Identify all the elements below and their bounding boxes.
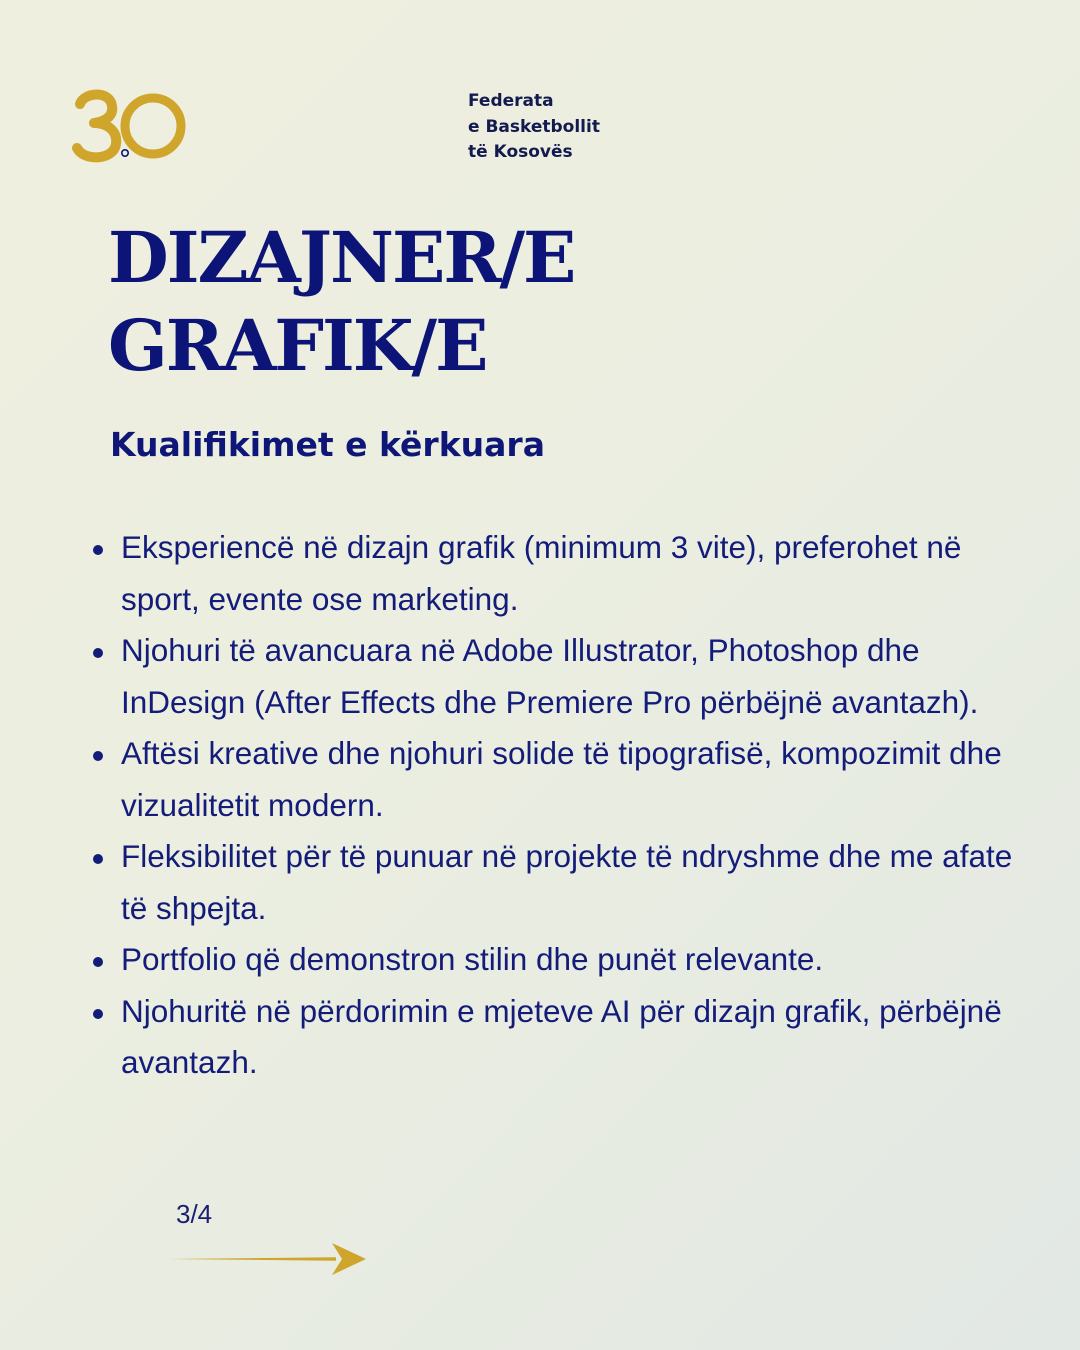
qualification-item: Njohuri të avancuara në Adobe Illustrator, Photoshop dhe InDesign (After Effects dhe Premiere Pro përbëjnë avantazh). xyxy=(90,625,1030,728)
job-title xyxy=(108,214,574,390)
qualification-item: Fleksibilitet për të punuar në projekte të ndryshme dhe me afate të shpejta. xyxy=(90,831,1030,934)
qualification-item: Eksperiencë në dizajn grafik (minimum 3 vite), preferohet në sport, evente ose marketing. xyxy=(90,522,1030,625)
organization-name-line-1: Federata xyxy=(468,91,554,111)
qualification-item: Portfolio që demonstron stilin dhe punët relevante. xyxy=(90,934,1030,986)
section-heading: Kualifikimet e kërkuara xyxy=(110,425,545,464)
arrow-right-icon[interactable] xyxy=(166,1240,368,1278)
qualification-item: Njohuritë në përdorimin e mjeteve AI për dizajn grafik, përbëjnë avantazh. xyxy=(90,986,1030,1089)
federation-30-logo xyxy=(72,88,190,164)
organization-name-line-3: të Kosovës xyxy=(468,142,573,162)
page-indicator: 3/4 xyxy=(176,1199,213,1229)
job-title-line-2: GRAFIK/E xyxy=(108,304,487,387)
qualifications-list xyxy=(90,522,1030,1089)
organization-name-line-2: e Basketbollit xyxy=(468,116,600,137)
job-title-line-1: DIZAJNER/E xyxy=(108,216,575,299)
organization-name xyxy=(468,89,600,166)
qualification-item: Aftësi kreative dhe njohuri solide të tipografisë, kompozimit dhe vizualitetit modern. xyxy=(90,728,1030,831)
